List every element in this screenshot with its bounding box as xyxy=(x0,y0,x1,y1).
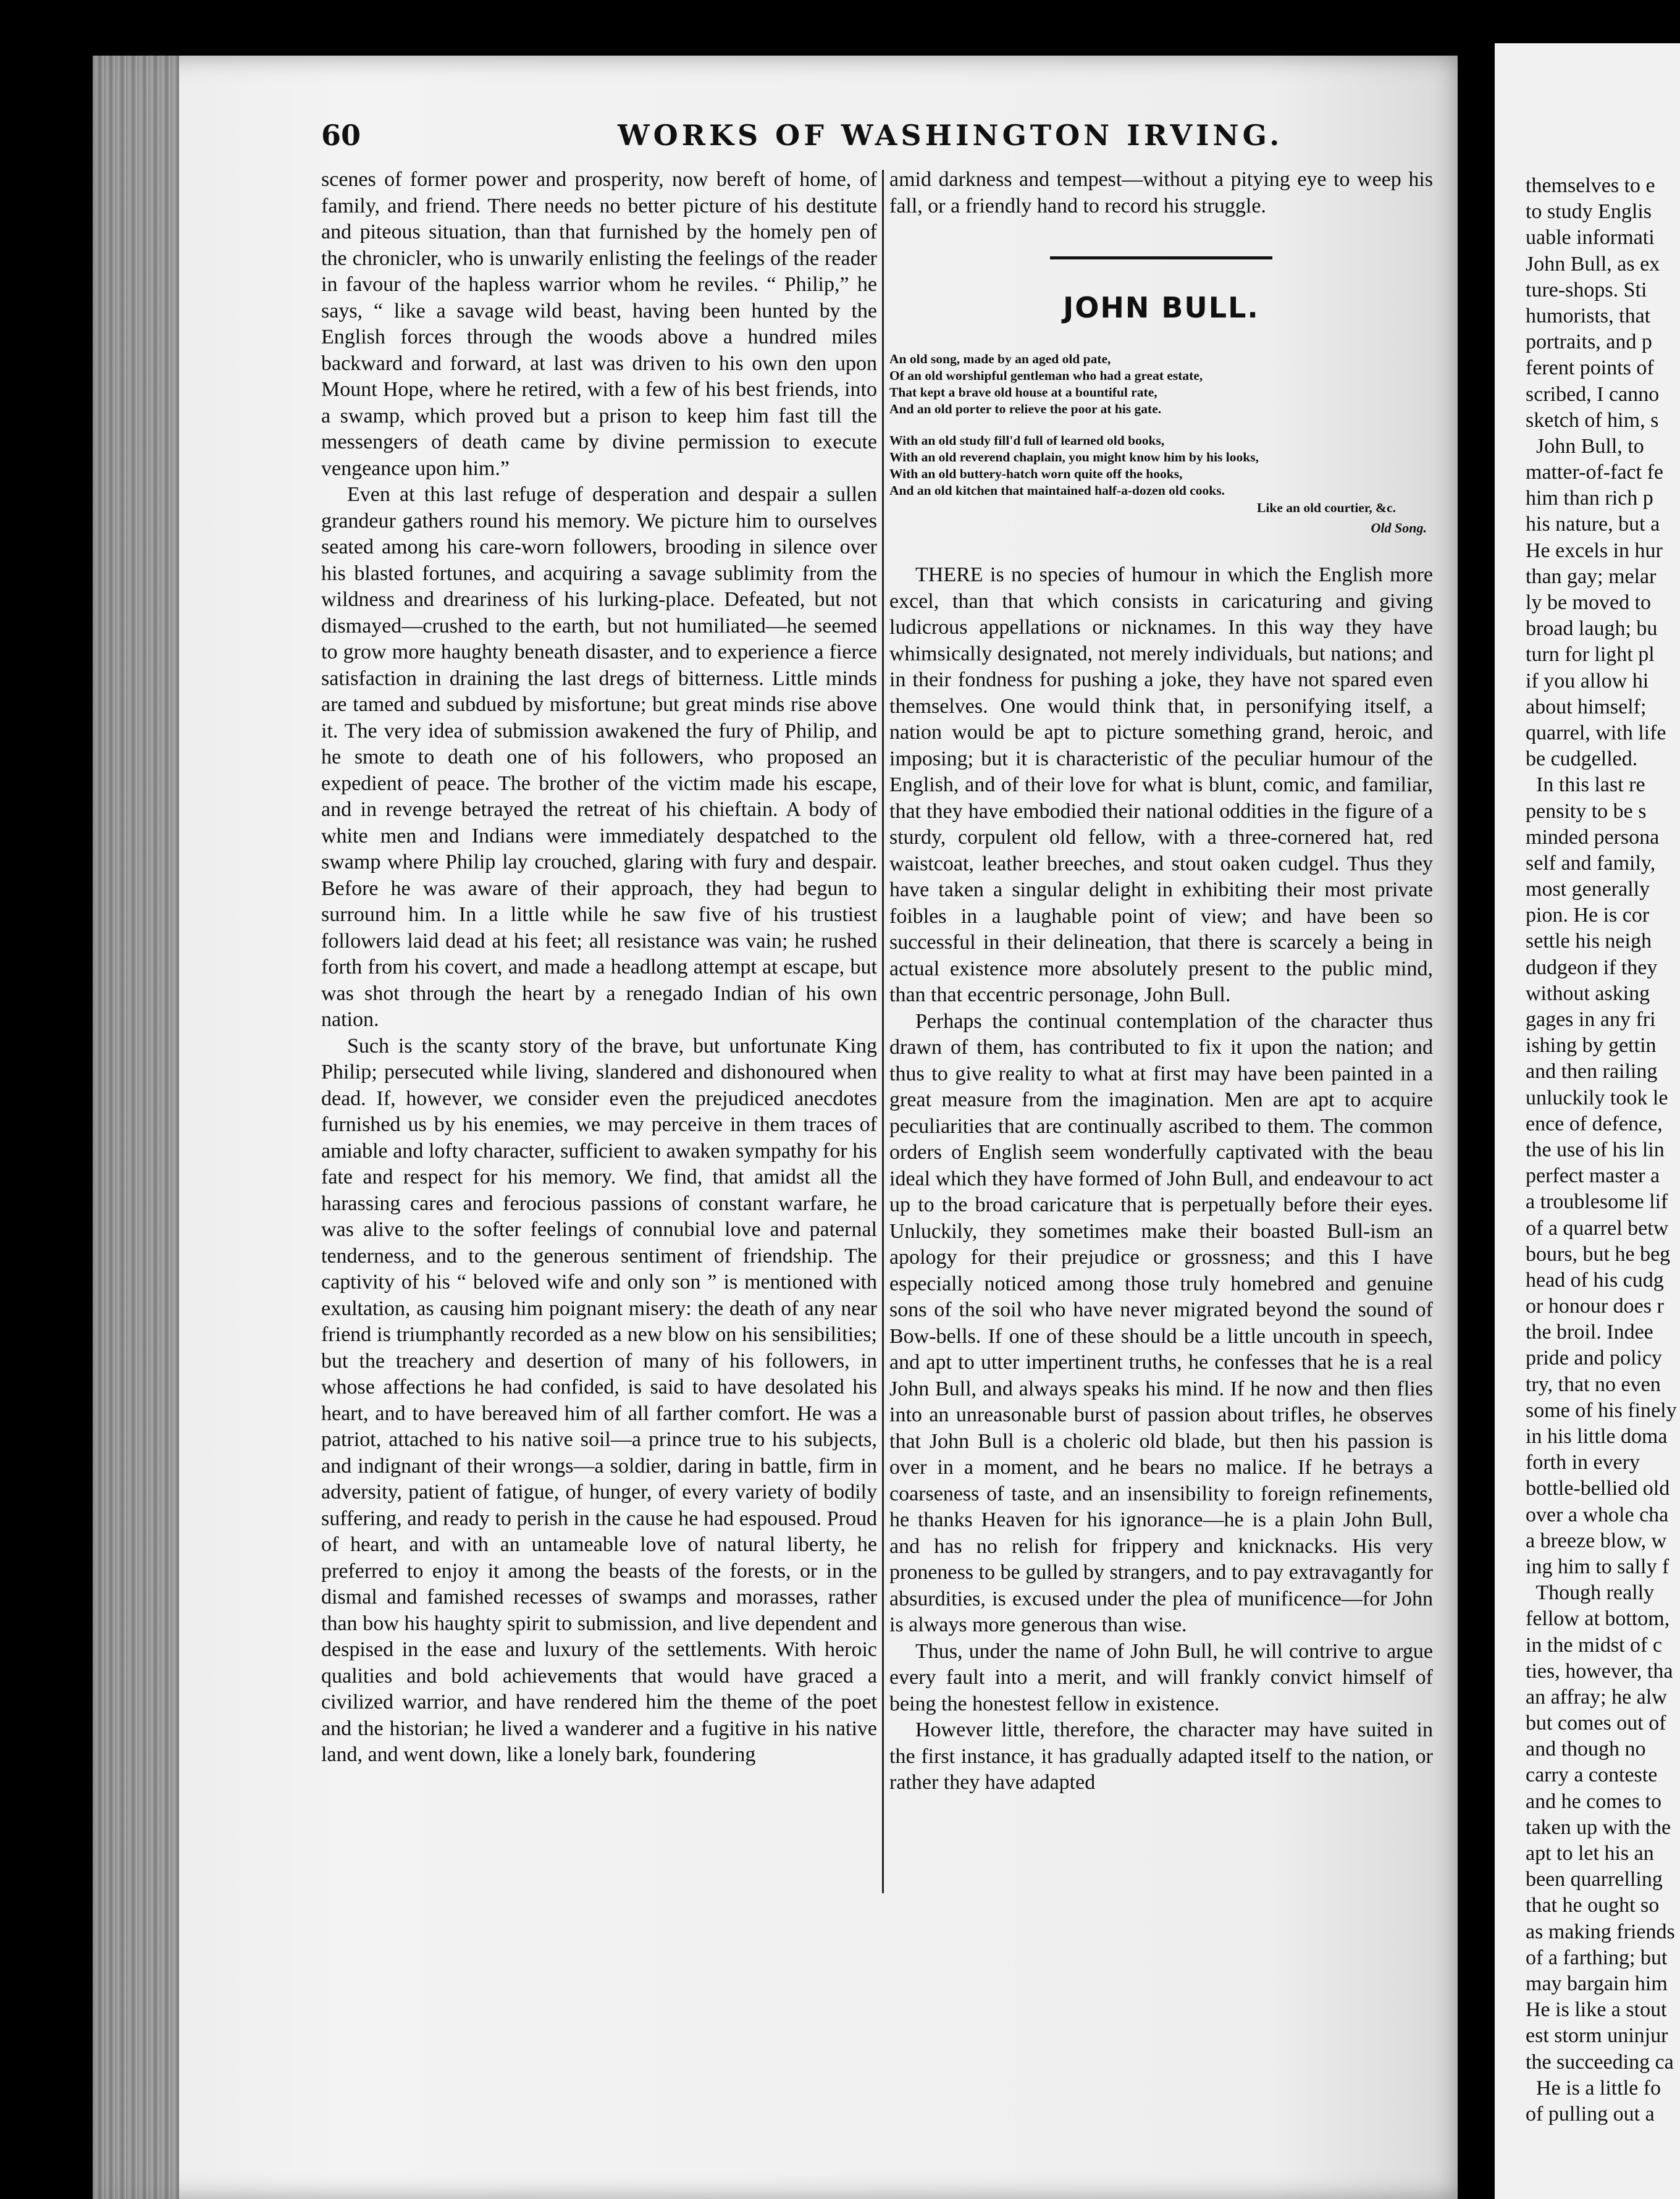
facing-page-line: John Bull, to xyxy=(1526,434,1644,458)
epigraph-line: An old song, made by an aged old pate, xyxy=(889,351,1111,366)
facing-page-line: the broil. Indee xyxy=(1526,1321,1653,1344)
facing-page-line: ture-shops. Sti xyxy=(1526,278,1647,301)
facing-page-line: that he ought so xyxy=(1526,1894,1660,1917)
facing-page-line: He is like a stout xyxy=(1526,1998,1667,2022)
facing-page-line: portraits, and p xyxy=(1526,330,1652,354)
facing-page-line: taken up with the xyxy=(1526,1815,1671,1839)
facing-page-line: apt to let his an xyxy=(1526,1842,1654,1865)
facing-page-line: in his little doma xyxy=(1526,1425,1668,1448)
facing-page-line: of pulling out a xyxy=(1526,2102,1655,2125)
paragraph: However little, therefore, the character may have suited in the first instance, it has gradually adapted itself to the nation, or rather they have adapted xyxy=(889,1718,1433,1794)
facing-page-line: the succeeding ca xyxy=(1526,2050,1674,2074)
facing-page-line: than gay; melar xyxy=(1526,565,1657,588)
facing-page-line: ferent points of xyxy=(1526,356,1654,380)
facing-page-line: bours, but he beg xyxy=(1526,1242,1671,1266)
facing-page-line: themselves to e xyxy=(1526,174,1655,197)
facing-page-line: ishing by gettin xyxy=(1526,1034,1657,1057)
facing-page-line: forth in every xyxy=(1526,1451,1640,1474)
paragraph: Even at this last refuge of desperation and despair a sullen grandeur gathers round his memory. We picture him to ourselves seated among his care-worn followers, brooding in silence over his blasted fortunes, and acquiring a savage sublimity from the wildness and dreariness of his lurking-place. Defeated, but not dismayed—crushed to the earth, but not humiliated—he seemed to grow more haughty beneath disaster, and to experience a fierce satisfaction in draining the last dregs of bitterness. Little minds are tamed and subdued by misfortune; but great minds rise above it. The very idea of submission awakened the fury of Philip, and he smote to death one of his followers, who proposed an expedient of peace. The brother of the victim made his escape, and in revenge betrayed the retreat of his chieftain. A body of white men and Indians were immediately despatched to the swamp where Philip lay crouched, glaring with fury and despair. Before he was aware of their approach, they had begun to surround him. In a little while he saw five of his trustiest followers laid dead at his feet; all resistance was vain; he rushed forth from his covert, and made a headlong attempt at escape, but was shot through the heart by a renegado Indian of his own nation. xyxy=(321,483,877,1031)
facing-page-line: him than rich p xyxy=(1526,487,1653,510)
facing-page-line: humorists, that xyxy=(1526,304,1651,327)
epigraph-tail: Like an old courtier, &c. xyxy=(1257,500,1396,515)
facing-page-line: in the midst of c xyxy=(1526,1633,1662,1657)
facing-page-line: uable informati xyxy=(1526,226,1655,250)
facing-page-line: over a whole cha xyxy=(1526,1503,1669,1526)
facing-page-line: be cudgelled. xyxy=(1526,747,1638,771)
paragraph-continuation: amid darkness and tempest—without a pitying eye to weep his fall, or a friendly hand to record his struggle. xyxy=(889,168,1433,217)
facing-page-line: try, that no even xyxy=(1526,1373,1661,1396)
paragraph: Perhaps the continual contemplation of the character thus drawn of them, has contributed to fix it upon the nation; and thus to give reality to what at first may have been painted in a great measure from the imagination. Men are apt to acquire peculiarities that are continually ascribed to them. The common orders of English seem wonderfully captivated with the beau ideal which they have formed of John Bull, and endeavour to act up to the broad caricature that is perpetually before their eyes. Unluckily, they sometimes make their boasted Bull-ism an apology for their prejudice or grossness; and this I have especially noticed among those truly homebred and genuine sons of the soil who have never migrated beyond the sound of Bow-bells. If one of these should be a little uncouth in speech, and apt to utter impertinent truths, he confesses that he is a real John Bull, and always speaks his mind. If he now and then flies into an unreasonable burst of passion about trifles, he observes that John Bull is a choleric old blade, but then his passion is over in a moment, and he bears no malice. If he betrays a coarseness of taste, and an insensibility to foreign refinements, he thanks Heaven for his ignorance—he is a plain John Bull, and has no relish for frippery and knicknacks. His very proneness to be gulled by strangers, and to pay extravagantly for absurdities, is excused under the plea of munificence—for John is always more generous than wise. xyxy=(889,1009,1433,1636)
epigraph-line: With an old reverend chaplain, you might know him by his looks, xyxy=(889,450,1259,465)
facing-page-line: quarrel, with life xyxy=(1526,721,1666,744)
facing-page-line: John Bull, as ex xyxy=(1526,252,1660,275)
facing-page-line: broad laugh; bu xyxy=(1526,617,1658,641)
epigraph-line: And an old kitchen that maintained half-a-dozen old cooks. xyxy=(889,483,1225,498)
running-title: WORKS OF WASHINGTON IRVING. xyxy=(618,119,1283,152)
left-column xyxy=(321,167,877,1768)
facing-page-text xyxy=(1526,173,1680,2127)
facing-page-line: pride and policy xyxy=(1526,1347,1662,1370)
facing-page-line: Though really xyxy=(1526,1581,1655,1605)
facing-page-line: ence of defence, xyxy=(1526,1112,1663,1135)
facing-page-line: scribed, I canno xyxy=(1526,382,1660,406)
facing-page-line: fellow at bottom, xyxy=(1526,1607,1670,1631)
facing-page-line: minded persona xyxy=(1526,825,1660,849)
facing-page-line: gages in any fri xyxy=(1526,1008,1656,1031)
paragraph: Such is the scanty story of the brave, but unfortunate King Philip; persecuted while living, slandered and dishonoured when dead. If, however, we consider even the prejudiced anecdotes furnished us by his enemies, we may perceive in them traces of amiable and lofty character, sufficient to awaken sympathy for his fate and respect for his memory. We find, that amidst all the harassing cares and ferocious passions of constant warfare, he was alive to the softer feelings of connubial love and paternal tenderness, and to the generous sentiment of friendship. The captivity of his “ beloved wife and only son ” is mentioned with exultation, as causing him poignant misery: the death of any near friend is triumphantly recorded as a new blow on his sensibilities; but the treachery and desertion of many of his followers, in whose affections he had confided, is said to have desolated his heart, and to have bereaved him of all farther comfort. He was a patriot, attached to his native soil—a prince true to his subjects, and indignant of their wrongs—a soldier, daring in battle, firm in adversity, patient of fatigue, of hunger, of every variety of bodily suffering, and ready to perish in the cause he had espoused. Proud of heart, and with an untameable love of natural liberty, he preferred to enjoy it among the beasts of the forests, or in the dismal and famished recesses of swamps and morasses, rather than bow his haughty spirit to submission, and live dependent and despised in the ease and luxury of the settlements. With heroic qualities and bold achievements that would have graced a civilized warrior, and have rendered him the theme of the poet and the historian; he lived a wanderer and a fugitive in his native land, and went down, like a lonely bark, foundering xyxy=(321,1034,877,1766)
paragraph: scenes of former power and prosperity, now bereft of home, of family, and friend. There needs no better picture of his destitute and piteous situation, than that furnished by the homely pen of the chronicler, who is unwarily enlisting the feelings of the reader in favour of the hapless warrior whom he reviles. “ Philip,” he says, “ like a savage wild beast, having been hunted by the English forces through the woods above a hundred miles backward and forward, at last was driven to his own den upon Mount Hope, where he retired, with a few of his best friends, into a swamp, which proved but a prison to keep him fast till the messengers of death came by divine permission to execute vengeance upon him.” xyxy=(321,168,877,480)
facing-page-line: as making friends xyxy=(1526,1920,1675,1943)
paragraph: THERE is no species of humour in which the English more excel, than that which consists in caricaturing and giving ludicrous appellations or nicknames. In this way they have whimsically designated, not merely individuals, but nations; and in their fondness for pushing a joke, they have not spared even themselves. One would think that, in personifying itself, a nation would be apt to picture something grand, heroic, and imposing; but it is characteristic of the peculiar humour of the English, and of their love for what is blunt, comic, and familiar, that they have embodied their national oddities in the figure of a sturdy, corpulent old fellow, with a three-cornered hat, red waistcoat, leather breeches, and stout oaken cudgel. Thus they have taken a singular delight in exhibiting their most private foibles in a laughable point of view; and have been so successful in their delineation, that there is scarcely a being in actual existence more absolutely present to the public mind, than that eccentric personage, John Bull. xyxy=(889,563,1433,1006)
facing-page-line: dudgeon if they xyxy=(1526,956,1658,979)
facing-page-line: In this last re xyxy=(1526,773,1645,797)
facing-page-line: about himself; xyxy=(1526,695,1647,718)
facing-page-line: self and family, xyxy=(1526,851,1656,875)
facing-page-line: some of his finely xyxy=(1526,1398,1677,1422)
facing-page-line: may bargain him xyxy=(1526,1972,1668,1995)
facing-page-line: and though no xyxy=(1526,1738,1646,1761)
facing-page-line: pion. He is cor xyxy=(1526,904,1650,927)
facing-page-line: the use of his lin xyxy=(1526,1138,1665,1161)
facing-page-line: ties, however, tha xyxy=(1526,1659,1673,1683)
facing-page-line: bottle-bellied old xyxy=(1526,1477,1670,1500)
facing-page-line: settle his neigh xyxy=(1526,930,1652,953)
facing-page-line: most generally xyxy=(1526,878,1650,901)
paragraph: Thus, under the name of John Bull, he will contrive to argue every fault into a merit, and will frankly convict himself of being the honestest fellow in existence. xyxy=(889,1639,1433,1715)
epigraph-line: With an old study fill'd full of learned old books, xyxy=(889,433,1165,448)
facing-page-line: turn for light pl xyxy=(1526,643,1655,666)
epigraph-stanza xyxy=(889,432,1433,499)
facing-page-line: his nature, but a xyxy=(1526,513,1660,536)
epigraph-line: Of an old worshipful gentleman who had a great estate, xyxy=(889,368,1203,383)
facing-page-line: a troublesome lif xyxy=(1526,1190,1668,1214)
facing-page-line: pensity to be s xyxy=(1526,799,1647,823)
epigraph-line: With an old buttery-hatch worn quite off the hooks, xyxy=(889,466,1183,481)
facing-page-line: if you allow hi xyxy=(1526,669,1649,692)
facing-page-line: matter-of-fact fe xyxy=(1526,461,1663,484)
facing-page-line: been quarrelling xyxy=(1526,1868,1663,1891)
epigraph-line: And an old porter to relieve the poor at his gate. xyxy=(889,402,1162,416)
facing-page-line: but comes out of xyxy=(1526,1712,1666,1735)
facing-page-line: of a quarrel betw xyxy=(1526,1216,1669,1240)
facing-page-line: He excels in hur xyxy=(1526,539,1663,562)
facing-page-line: est storm uninjur xyxy=(1526,2024,1668,2048)
facing-page-fragment xyxy=(1495,43,1680,2199)
page-binding-edge xyxy=(93,56,179,2199)
facing-page-line: ing him to sally f xyxy=(1526,1555,1670,1578)
page-number: 60 xyxy=(321,119,361,152)
epigraph-stanza xyxy=(889,351,1433,418)
facing-page-line: and he comes to xyxy=(1526,1789,1661,1813)
facing-page-line: unluckily took le xyxy=(1526,1086,1668,1109)
middle-column xyxy=(889,167,1433,1796)
facing-page-line: a breeze blow, w xyxy=(1526,1529,1667,1552)
facing-page-line: of a farthing; but xyxy=(1526,1946,1668,1969)
epigraph-line: That kept a brave old house at a bountiful rate, xyxy=(889,385,1157,400)
facing-page-line: head of his cudg xyxy=(1526,1268,1664,1292)
facing-page-line: an affray; he alw xyxy=(1526,1685,1667,1709)
facing-page-line: perfect master a xyxy=(1526,1164,1660,1188)
facing-page-line: and then railing xyxy=(1526,1060,1658,1083)
facing-page-line: to study Englis xyxy=(1526,200,1652,224)
section-title: JOHN BULL. xyxy=(1063,291,1259,324)
facing-page-line: ly be moved to xyxy=(1526,591,1652,614)
epigraph-source: Old Song. xyxy=(1371,520,1427,536)
facing-page-line: sketch of him, s xyxy=(1526,408,1659,432)
column-divider xyxy=(882,170,884,1893)
facing-page-line: without asking xyxy=(1526,982,1650,1005)
facing-page-line: or honour does r xyxy=(1526,1295,1664,1318)
facing-page-line: carry a conteste xyxy=(1526,1764,1658,1787)
facing-page-line: He is a little fo xyxy=(1526,2076,1661,2100)
running-header xyxy=(321,119,1439,162)
section-rule xyxy=(1050,256,1272,259)
